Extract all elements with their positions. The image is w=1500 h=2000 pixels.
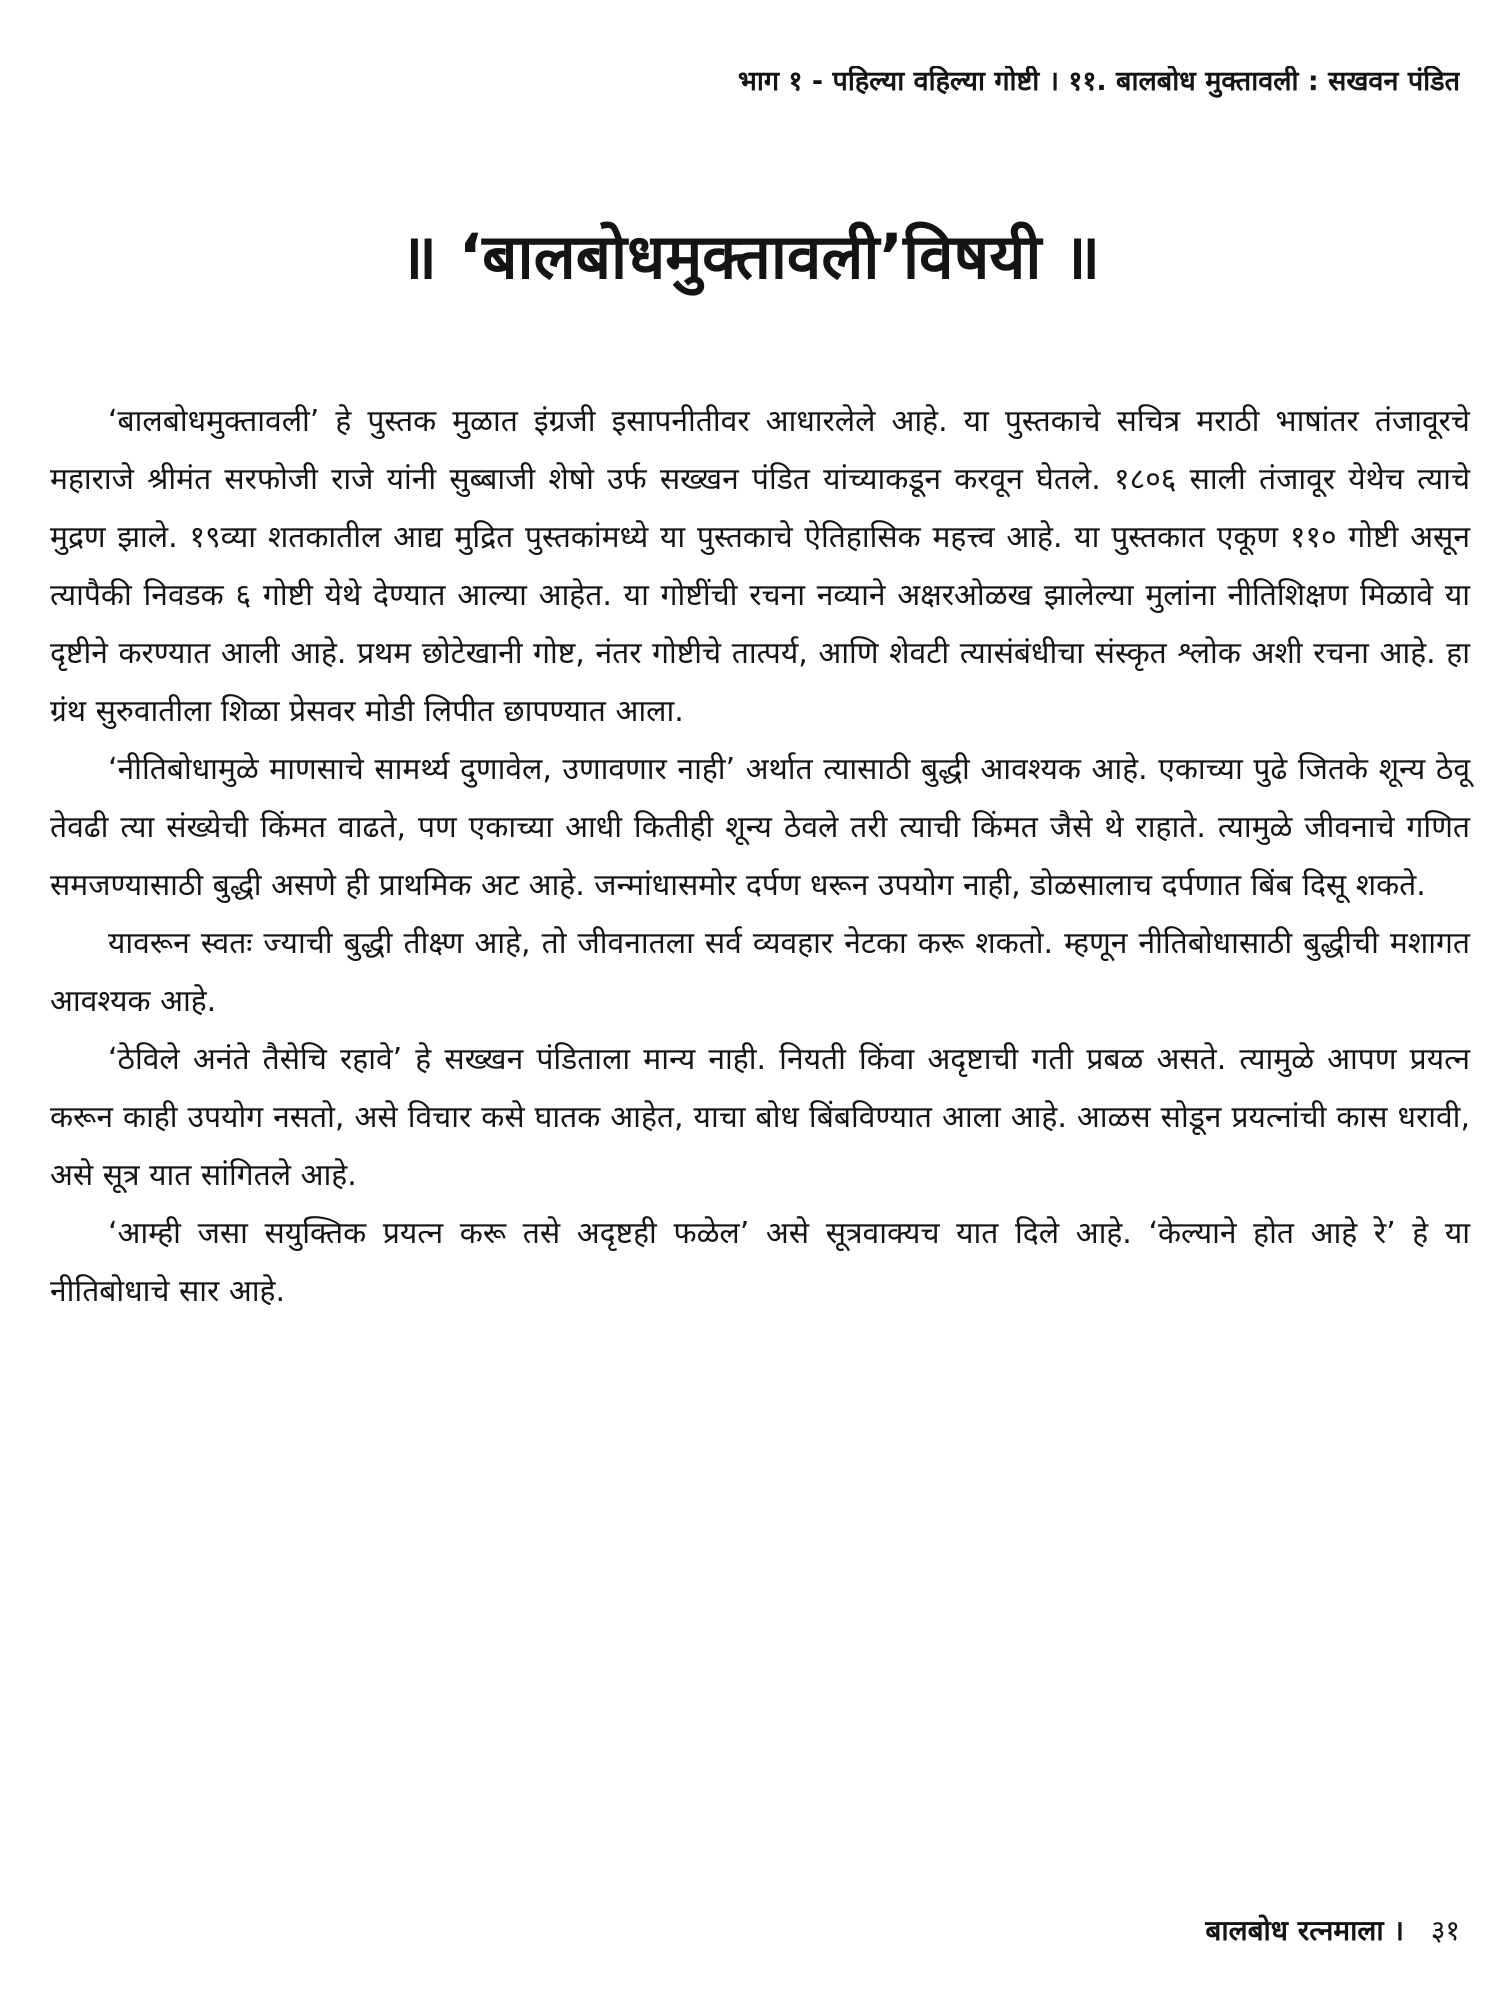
- running-header: भाग १ - पहिल्या वहिल्या गोष्टी । ११. बालबोध मुक्तावली : सखवन पंडित: [737, 66, 1460, 97]
- paragraph-4: ‘ठेविले अनंते तैसेचि रहावे’ हे सख्खन पंडिताला मान्य नाही. नियती किंवा अदृष्टाची गती प्रबळ असते. त्यामुळे आपण प्रयत्न करून काही उपयोग नसतो, असे विचार कसे घातक आहेत, याचा बोध बिंबविण्यात आला आहे. आळस सोडून प्रयत्नांची कास धरावी, असे सूत्र यात सांगितले आहे.: [50, 1042, 1470, 1193]
- paragraph-3: यावरून स्वतः ज्याची बुद्धी तीक्ष्ण आहे, तो जीवनातला सर्व व्यवहार नेटका करू शकतो. म्हणून नीतिबोधासाठी बुद्धीची मशागत आवश्यक आहे.: [50, 926, 1470, 1019]
- page-number: ३१: [1430, 1914, 1460, 1947]
- page-title: ॥ ‘बालबोधमुक्तावली’विषयी ॥: [399, 219, 1101, 293]
- series-title: बालबोध रत्नमाला ।: [1205, 1914, 1404, 1947]
- page-footer: [1205, 1914, 1460, 1948]
- body-text: [50, 393, 1470, 1321]
- paragraph-1: ‘बालबोधमुक्तावली’ हे पुस्तक मुळात इंग्रजी इसापनीतीवर आधारलेले आहे. या पुस्तकाचे सचित्र मराठी भाषांतर तंजावूरचे महाराजे श्रीमंत सरफोजी राजे यांनी सुब्बाजी शेषो उर्फ सख्खन पंडित यांच्याकडून करवून घेतले. १८०६ साली तंजावूर येथेच त्याचे मुद्रण झाले. १९व्या शतकातील आद्य मुद्रित पुस्तकांमध्ये या पुस्तकाचे ऐतिहासिक महत्त्व आहे. या पुस्तकात एकूण ११० गोष्टी असून त्यापैकी निवडक ६ गोष्टी येथे देण्यात आल्या आहेत. या गोष्टींची रचना नव्याने अक्षरओळख झालेल्या मुलांना नीतिशिक्षण मिळावे या दृष्टीने करण्यात आली आहे. प्रथम छोटेखानी गोष्ट, नंतर गोष्टीचे तात्पर्य, आणि शेवटी त्यासंबंधीचा संस्कृत श्लोक अशी रचना आहे. हा ग्रंथ सुरुवातीला शिळा प्रेसवर मोडी लिपीत छापण्यात आला.: [50, 404, 1470, 729]
- paragraph-5: ‘आम्ही जसा सयुक्तिक प्रयत्न करू तसे अदृष्टही फळेल’ असे सूत्रवाक्यच यात दिले आहे. ‘केल्याने होत आहे रे’ हे या नीतिबोधाचे सार आहे.: [50, 1216, 1470, 1309]
- paragraph-2: ‘नीतिबोधामुळे माणसाचे सामर्थ्य दुणावेल, उणावणार नाही’ अर्थात त्यासाठी बुद्धी आवश्यक आहे. एकाच्या पुढे जितके शून्य ठेवू तेवढी त्या संख्येची किंमत वाढते, पण एकाच्या आधी कितीही शून्य ठेवले तरी त्याची किंमत जैसे थे राहाते. त्यामुळे जीवनाचे गणित समजण्यासाठी बुद्धी असणे ही प्राथमिक अट आहे. जन्मांधासमोर दर्पण धरून उपयोग नाही, डोळसालाच दर्पणात बिंब दिसू शकते.: [50, 752, 1470, 903]
